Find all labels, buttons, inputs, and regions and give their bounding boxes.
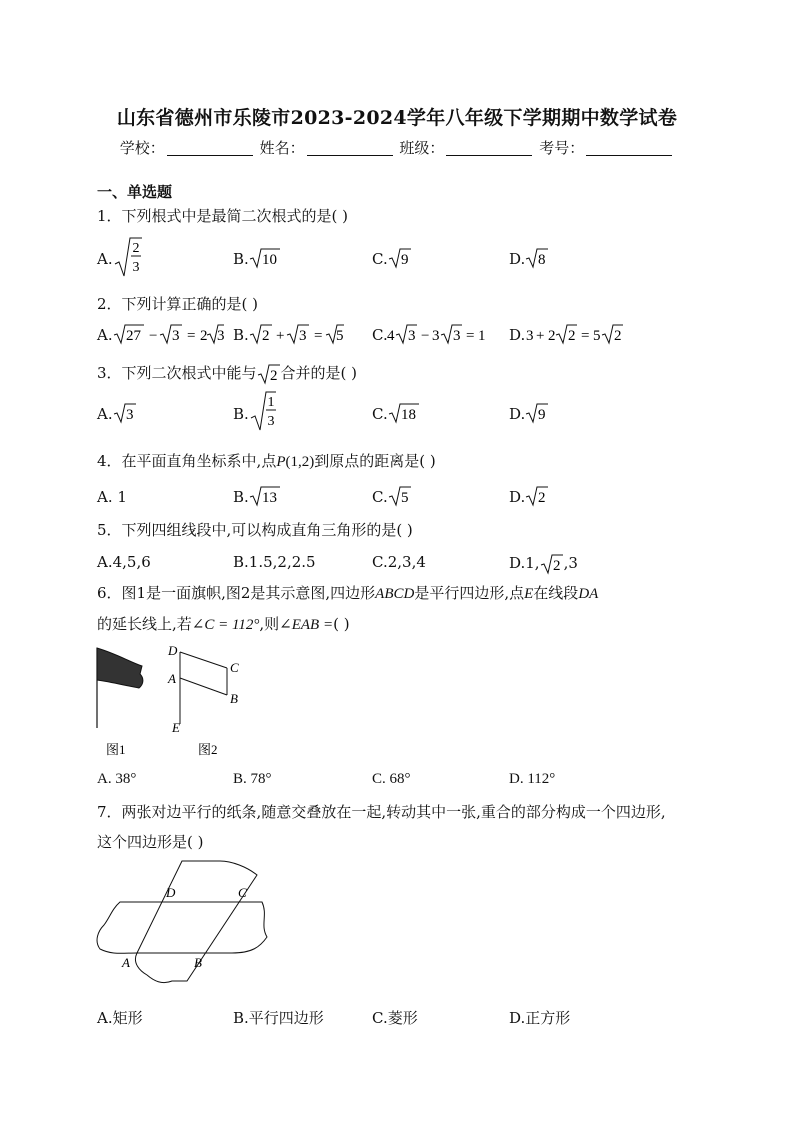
q7-option-b: B.平行四边形 — [233, 1009, 324, 1027]
q4-option-b-label: B. — [233, 488, 249, 506]
svg-text:3: 3 — [432, 328, 440, 344]
q1-a-label: A. — [97, 250, 113, 268]
svg-text:=: = — [581, 328, 590, 344]
q1-c-radical — [388, 247, 412, 269]
flag-cloth — [97, 648, 143, 688]
svg-text:2: 2 — [548, 328, 556, 344]
q1-option-c — [372, 250, 388, 268]
svg-text:2: 2 — [614, 328, 622, 344]
q2-option-b-label: B. — [233, 326, 249, 344]
svg-text:2: 2 — [262, 328, 270, 344]
q3-stem-radical — [257, 363, 281, 385]
line-dc — [180, 652, 227, 668]
caption-fig1: 图1 — [106, 742, 126, 757]
q1-b-radical — [249, 247, 281, 269]
number-label: 考号： — [539, 139, 585, 157]
q5-d-pre: D.1, — [509, 554, 540, 572]
svg-text:−: − — [421, 328, 430, 344]
label-c: C — [238, 885, 247, 900]
question-5-stem: 5．下列四组线段中,可以构成直角三角形的是( ) — [97, 521, 413, 539]
q6-da: DA — [578, 586, 599, 602]
q6-option-b: B. 78° — [233, 771, 272, 787]
q1-a-den: 3 — [132, 260, 140, 275]
q5-d-radical — [540, 553, 564, 575]
svg-text:2: 2 — [568, 328, 576, 344]
q6-e: E — [524, 586, 534, 602]
q3-stem-pre: 3．下列二次根式中能与 — [97, 364, 257, 382]
q7-option-a: A.矩形 — [97, 1009, 143, 1027]
q1-option-d — [509, 250, 525, 268]
school-blank — [167, 141, 253, 156]
q6-angle-c: ∠C = 112° — [191, 617, 260, 633]
svg-text:18: 18 — [401, 407, 416, 423]
q6-line2-post: ( ) — [333, 615, 350, 633]
svg-text:2: 2 — [552, 558, 561, 574]
q1-a-radical — [113, 236, 143, 280]
q3-b-radical — [249, 390, 277, 434]
svg-text:2: 2 — [269, 368, 278, 384]
q6-line2-mid: ,则 — [259, 615, 280, 633]
svg-text:3: 3 — [299, 328, 307, 344]
svg-text:2: 2 — [200, 328, 208, 344]
page-title: 山东省德州市乐陵市2023-2024学年八年级下学期期中数学试卷 — [116, 107, 678, 129]
q7-figure — [92, 855, 272, 995]
question-4-stem — [97, 450, 436, 471]
label-c: C — [230, 660, 239, 675]
q6-line1-mid: 是平行四边形,点 — [414, 584, 525, 602]
q4-option-d-label: D. — [509, 488, 526, 506]
q6-option-a: A. 38° — [97, 771, 137, 787]
label-a: A — [122, 955, 130, 970]
q4-point: P — [276, 454, 286, 470]
svg-text:−: − — [149, 328, 158, 344]
q4-stem-post: 到原点的距离是( ) — [314, 452, 436, 470]
q3-a-radical — [113, 402, 137, 424]
svg-text:3: 3 — [172, 328, 180, 344]
school-label: 学校： — [119, 139, 165, 157]
q3-option-c-label: C. — [372, 405, 388, 423]
q4-d-radical — [525, 485, 549, 507]
svg-text:+: + — [536, 328, 545, 344]
q6-line2-pre: 的延长线上,若 — [97, 615, 192, 633]
q1-a-num: 2 — [132, 241, 140, 256]
line-ab — [180, 678, 227, 695]
label-d: D — [168, 643, 178, 658]
svg-text:5: 5 — [336, 328, 344, 344]
label-a: A — [168, 671, 176, 686]
label-d: D — [166, 885, 176, 900]
q3-option-a-label: A. — [97, 405, 113, 423]
caption-fig2: 图2 — [198, 742, 218, 757]
q4-coords: (1,2) — [285, 454, 315, 470]
q5-option-a: A.4,5,6 — [97, 553, 151, 571]
svg-text:1: 1 — [267, 395, 275, 410]
q6-line1-pre: 6．图1是一面旗帜,图2是其示意图,四边形 — [97, 584, 376, 602]
q4-option-c-label: C. — [372, 488, 388, 506]
q7-option-c: C.菱形 — [372, 1009, 418, 1027]
q2-option-d-label: D. — [509, 326, 526, 344]
svg-text:13: 13 — [262, 490, 277, 506]
section-title: 一、单选题 — [97, 183, 173, 201]
q5-option-d — [509, 553, 578, 575]
svg-text:4: 4 — [387, 328, 395, 344]
q3-option-b-label: B. — [233, 405, 249, 423]
q2-a-expression — [113, 322, 225, 346]
svg-text:3: 3 — [126, 407, 134, 423]
q1-c-rad: 9 — [401, 252, 409, 268]
label-e: E — [172, 720, 180, 735]
student-info-line — [0, 137, 794, 158]
q4-b-radical — [249, 485, 281, 507]
q4-c-radical — [388, 485, 412, 507]
svg-text:2: 2 — [538, 490, 546, 506]
q3-c-radical — [388, 402, 420, 424]
q1-b-rad: 10 — [262, 252, 277, 268]
q6-option-d: D. 112° — [509, 771, 556, 787]
question-1-stem: 1．下列根式中是最简二次根式的是( ) — [97, 207, 349, 225]
q2-d-expression — [525, 322, 629, 346]
name-label: 姓名： — [259, 139, 305, 157]
q1-option-b — [233, 250, 249, 268]
svg-text:5: 5 — [593, 328, 601, 344]
q3-d-radical — [525, 402, 549, 424]
question-7-stem-line2: 这个四边形是( ) — [97, 833, 204, 851]
q1-d-rad: 8 — [538, 252, 546, 268]
svg-text:3: 3 — [453, 328, 461, 344]
q2-option-c-label: C. — [372, 326, 388, 344]
svg-text:27: 27 — [126, 328, 141, 344]
svg-text:5: 5 — [401, 490, 409, 506]
q6-abcd: ABCD — [375, 586, 415, 602]
q3-option-d-label: D. — [509, 405, 526, 423]
question-6-stem-line1 — [97, 582, 598, 603]
q1-option-a — [97, 250, 113, 268]
q6-angle-eab: ∠EAB = — [279, 617, 334, 633]
svg-text:3: 3 — [217, 328, 225, 344]
question-7-stem-line1: 7．两张对边平行的纸条,随意交叠放在一起,转动其中一张,重合的部分构成一个四边形, — [97, 803, 666, 821]
q6-line1-mid2: 在线段 — [533, 584, 579, 602]
horizontal-strip — [97, 902, 267, 953]
q1-d-radical — [525, 247, 549, 269]
q4-stem-pre: 4．在平面直角坐标系中,点 — [97, 452, 277, 470]
q1-d-label: D. — [509, 250, 526, 268]
question-2-stem: 2．下列计算正确的是( ) — [97, 295, 259, 313]
svg-text:3: 3 — [408, 328, 416, 344]
svg-text:3: 3 — [526, 328, 534, 344]
q3-stem-post: 合并的是( ) — [280, 364, 358, 382]
q5-d-post: ,3 — [563, 554, 578, 572]
svg-text:9: 9 — [538, 407, 546, 423]
q1-b-label: B. — [233, 250, 249, 268]
q7-option-d: D.正方形 — [509, 1009, 571, 1027]
svg-text:+: + — [276, 328, 285, 344]
q6-option-c: C. 68° — [372, 771, 411, 787]
question-3-stem — [97, 362, 357, 385]
label-b: B — [230, 691, 238, 706]
class-label: 班级： — [399, 139, 445, 157]
svg-text:=: = — [466, 328, 475, 344]
question-6-stem-line2 — [97, 613, 350, 634]
svg-text:=: = — [314, 328, 323, 344]
q4-option-a: A. 1 — [97, 488, 127, 506]
q5-option-b: B.1.5,2,2.5 — [233, 553, 316, 571]
svg-text:3: 3 — [267, 414, 275, 429]
q6-figure — [92, 642, 262, 762]
q2-b-expression — [249, 322, 345, 346]
label-b: B — [194, 955, 202, 970]
q5-option-c: C.2,3,4 — [372, 553, 426, 571]
class-blank — [446, 141, 532, 156]
number-blank — [586, 141, 672, 156]
svg-text:=: = — [187, 328, 196, 344]
q2-c-expression — [386, 322, 486, 346]
svg-text:1: 1 — [478, 328, 486, 344]
q1-c-label: C. — [372, 250, 388, 268]
q2-option-a-label: A. — [97, 326, 113, 344]
name-blank — [307, 141, 393, 156]
